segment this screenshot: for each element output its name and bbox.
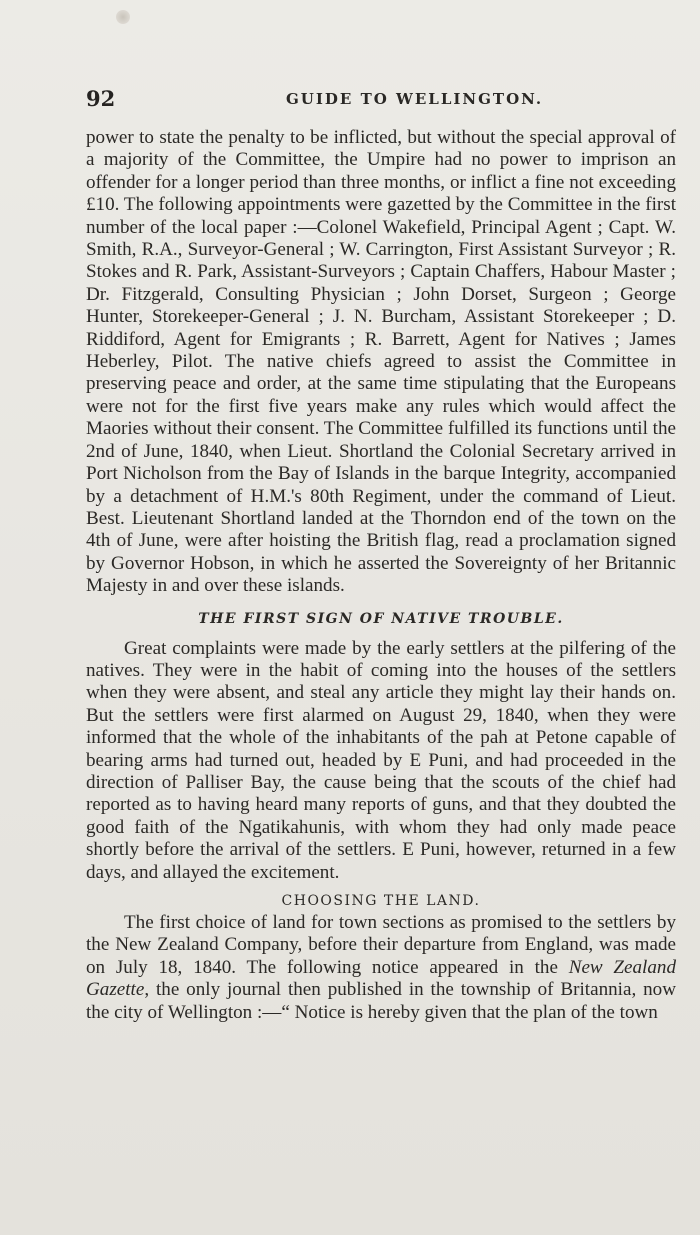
running-head: GUIDE TO WELLINGTON. [286, 90, 544, 108]
paragraph-choosing-land-part2: , the only journal then published in the township of Britannia, now the city of Wellington :—“ Notice is hereby given that the plan of the town [86, 979, 676, 1023]
body-text [86, 127, 676, 1024]
paragraph-choosing-land [86, 912, 676, 1024]
paragraph-native-trouble: Great complaints were made by the early settlers at the pilfering of the natives. They were in the habit of coming into the houses of the settlers when they were absent, and steal any article they might lay their hands on. But the settlers were first alarmed on August 29, 1840, when they were informed that the whole of the inhabitants of the pah at Petone capable of bearing arms had turned out, headed by E Puni, and had proceeded in the direction of Palliser Bay, the cause being that the scouts of the chief had reported as to having heard many reports of guns, and that they doubted the good faith of the Ngatikahunis, with whom they had only made peace shortly before the arrival of the settlers. E Puni, however, returned in a few days, and allayed the excitement. [86, 637, 676, 883]
page-number: 92 [86, 86, 116, 111]
section-heading-native-trouble: THE FIRST SIGN OF NATIVE TROUBLE. [198, 610, 564, 627]
paragraph-committee: power to state the penalty to be inflicted, but without the special approval of a majority of the Committee, the Umpire had no power to imprison an offender for a longer period than three months, or inflict a fine not exceeding £10. The following appointments were gazetted by the Committee in the first number of the local paper :—Colonel Wakefield, Principal Agent ; Capt. W. Smith, R.A., Surveyor-General ; W. Carrington, First Assistant Surveyor ; R. Stokes and R. Park, Assistant-Surveyors ; Captain Chaffers, Habour Master ; Dr. Fitzgerald, Consulting Physician ; John Dorset, Surgeon ; George Hunter, Storekeeper-General ; J. N. Burcham, Assistant Storekeeper ; D. Riddiford, Agent for Emigrants ; R. Barrett, Agent for Natives ; James Heberley, Pilot. The native chiefs agreed to assist the Committee in preserving peace and order, at the same time stipulating that the Europeans were not for the first five years make any rules which would affect the Maories without their consent. The Committee fulfilled its functions until the 2nd of June, 1840, when Lieut. Shortland the Colonial Secretary arrived in Port Nicholson from the Bay of Islands in the barque Integrity, accompanied by a detachment of H.M.'s 80th Regiment, under the command of Lieut. Best. Lieutenant Shortland landed at the Thorndon end of the town on the 4th of June, were after hoisting the British flag, read a proclamation signed by Governor Hobson, in which he asserted the Sovereignty of her Britannic Majesty in and over these islands. [86, 127, 676, 597]
newspaper-title: New Zealand Gazette [86, 956, 676, 1001]
paper-stain [116, 10, 130, 24]
page-header [86, 86, 660, 116]
paragraph-choosing-land-part1: The first choice of land for town sections as promised to the settlers by the New Zealand Company, before their departure from England, was made on July 18, 1840. The following notice appeared in the [86, 912, 676, 978]
section-heading-choosing-land: CHOOSING THE LAND. [281, 893, 481, 909]
